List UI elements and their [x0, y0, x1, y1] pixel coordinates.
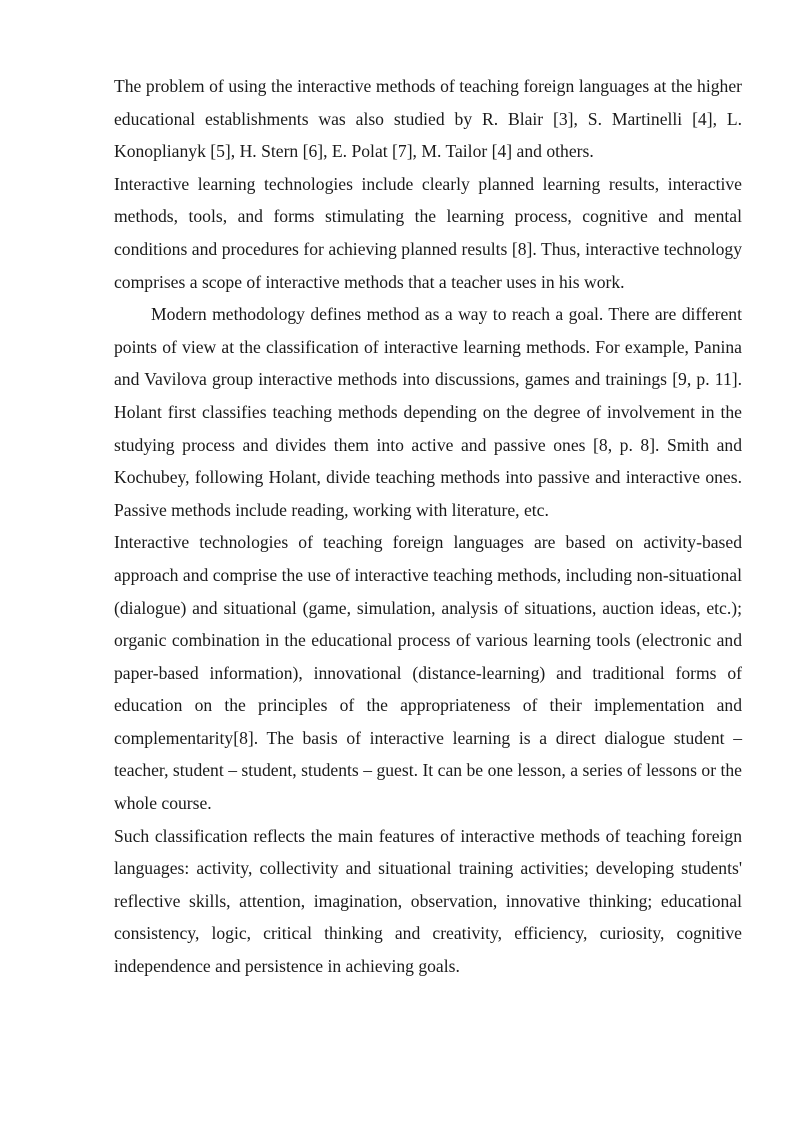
- paragraph-interactive-learning-technologies: Interactive learning technologies include clearly planned learning results, interactive methods, tools, and forms stimulating the learning process, cognitive and mental conditions and procedures for achieving planned results [8]. Thus, interactive technology comprises a scope of interactive methods that a teacher uses in his work.: [114, 173, 742, 292]
- paragraph-modern-methodology: Modern methodology defines method as a way to reach a goal. There are different points of view at the classification of interactive learning methods. For example, Panina and Vavilova group interactive methods into discussions, games and trainings [9, p. 11]. Holant first classifies teaching methods depending on the degree of involvement in the studying process and divides them into active and passive ones [8, p. 8]. Smith and Kochubey, following Holant, divide teaching methods into passive and interactive ones. Passive methods include reading, working with literature, etc.: [114, 304, 742, 520]
- paragraph-interactive-methods-research: The problem of using the interactive methods of teaching foreign languages at the higher educational establishments was also studied by R. Blair [3], S. Martinelli [4], L. Konoplianyk [5], H. Stern [6], E. Polat [7], M. Tailor [4] and others.: [114, 76, 742, 162]
- document-page: [114, 70, 742, 983]
- paragraph-classification-features: Such classification reflects the main features of interactive methods of teaching foreign languages: activity, collectivity and situational training activities; developing students' reflective skills, attention, imagination, observation, innovative thinking; educational consistency, logic, critical thinking and creativity, efficiency, curiosity, cognitive independence and persistence in achieving goals.: [114, 825, 742, 977]
- paragraph-interactive-technologies-foreign-languages: Interactive technologies of teaching foreign languages are based on activity-based approach and comprise the use of interactive teaching methods, including non-situational (dialogue) and situational (game, simulation, analysis of situations, auction ideas, etc.); organic combination in the educational process of various learning tools (electronic and paper-based information), innovational (distance-learning) and traditional forms of education on the principles of the appropriateness of their implementation and complementarity[8]. The basis of interactive learning is a direct dialogue student – teacher, student – student, students – guest. It can be one lesson, a series of lessons or the whole course.: [114, 532, 742, 814]
